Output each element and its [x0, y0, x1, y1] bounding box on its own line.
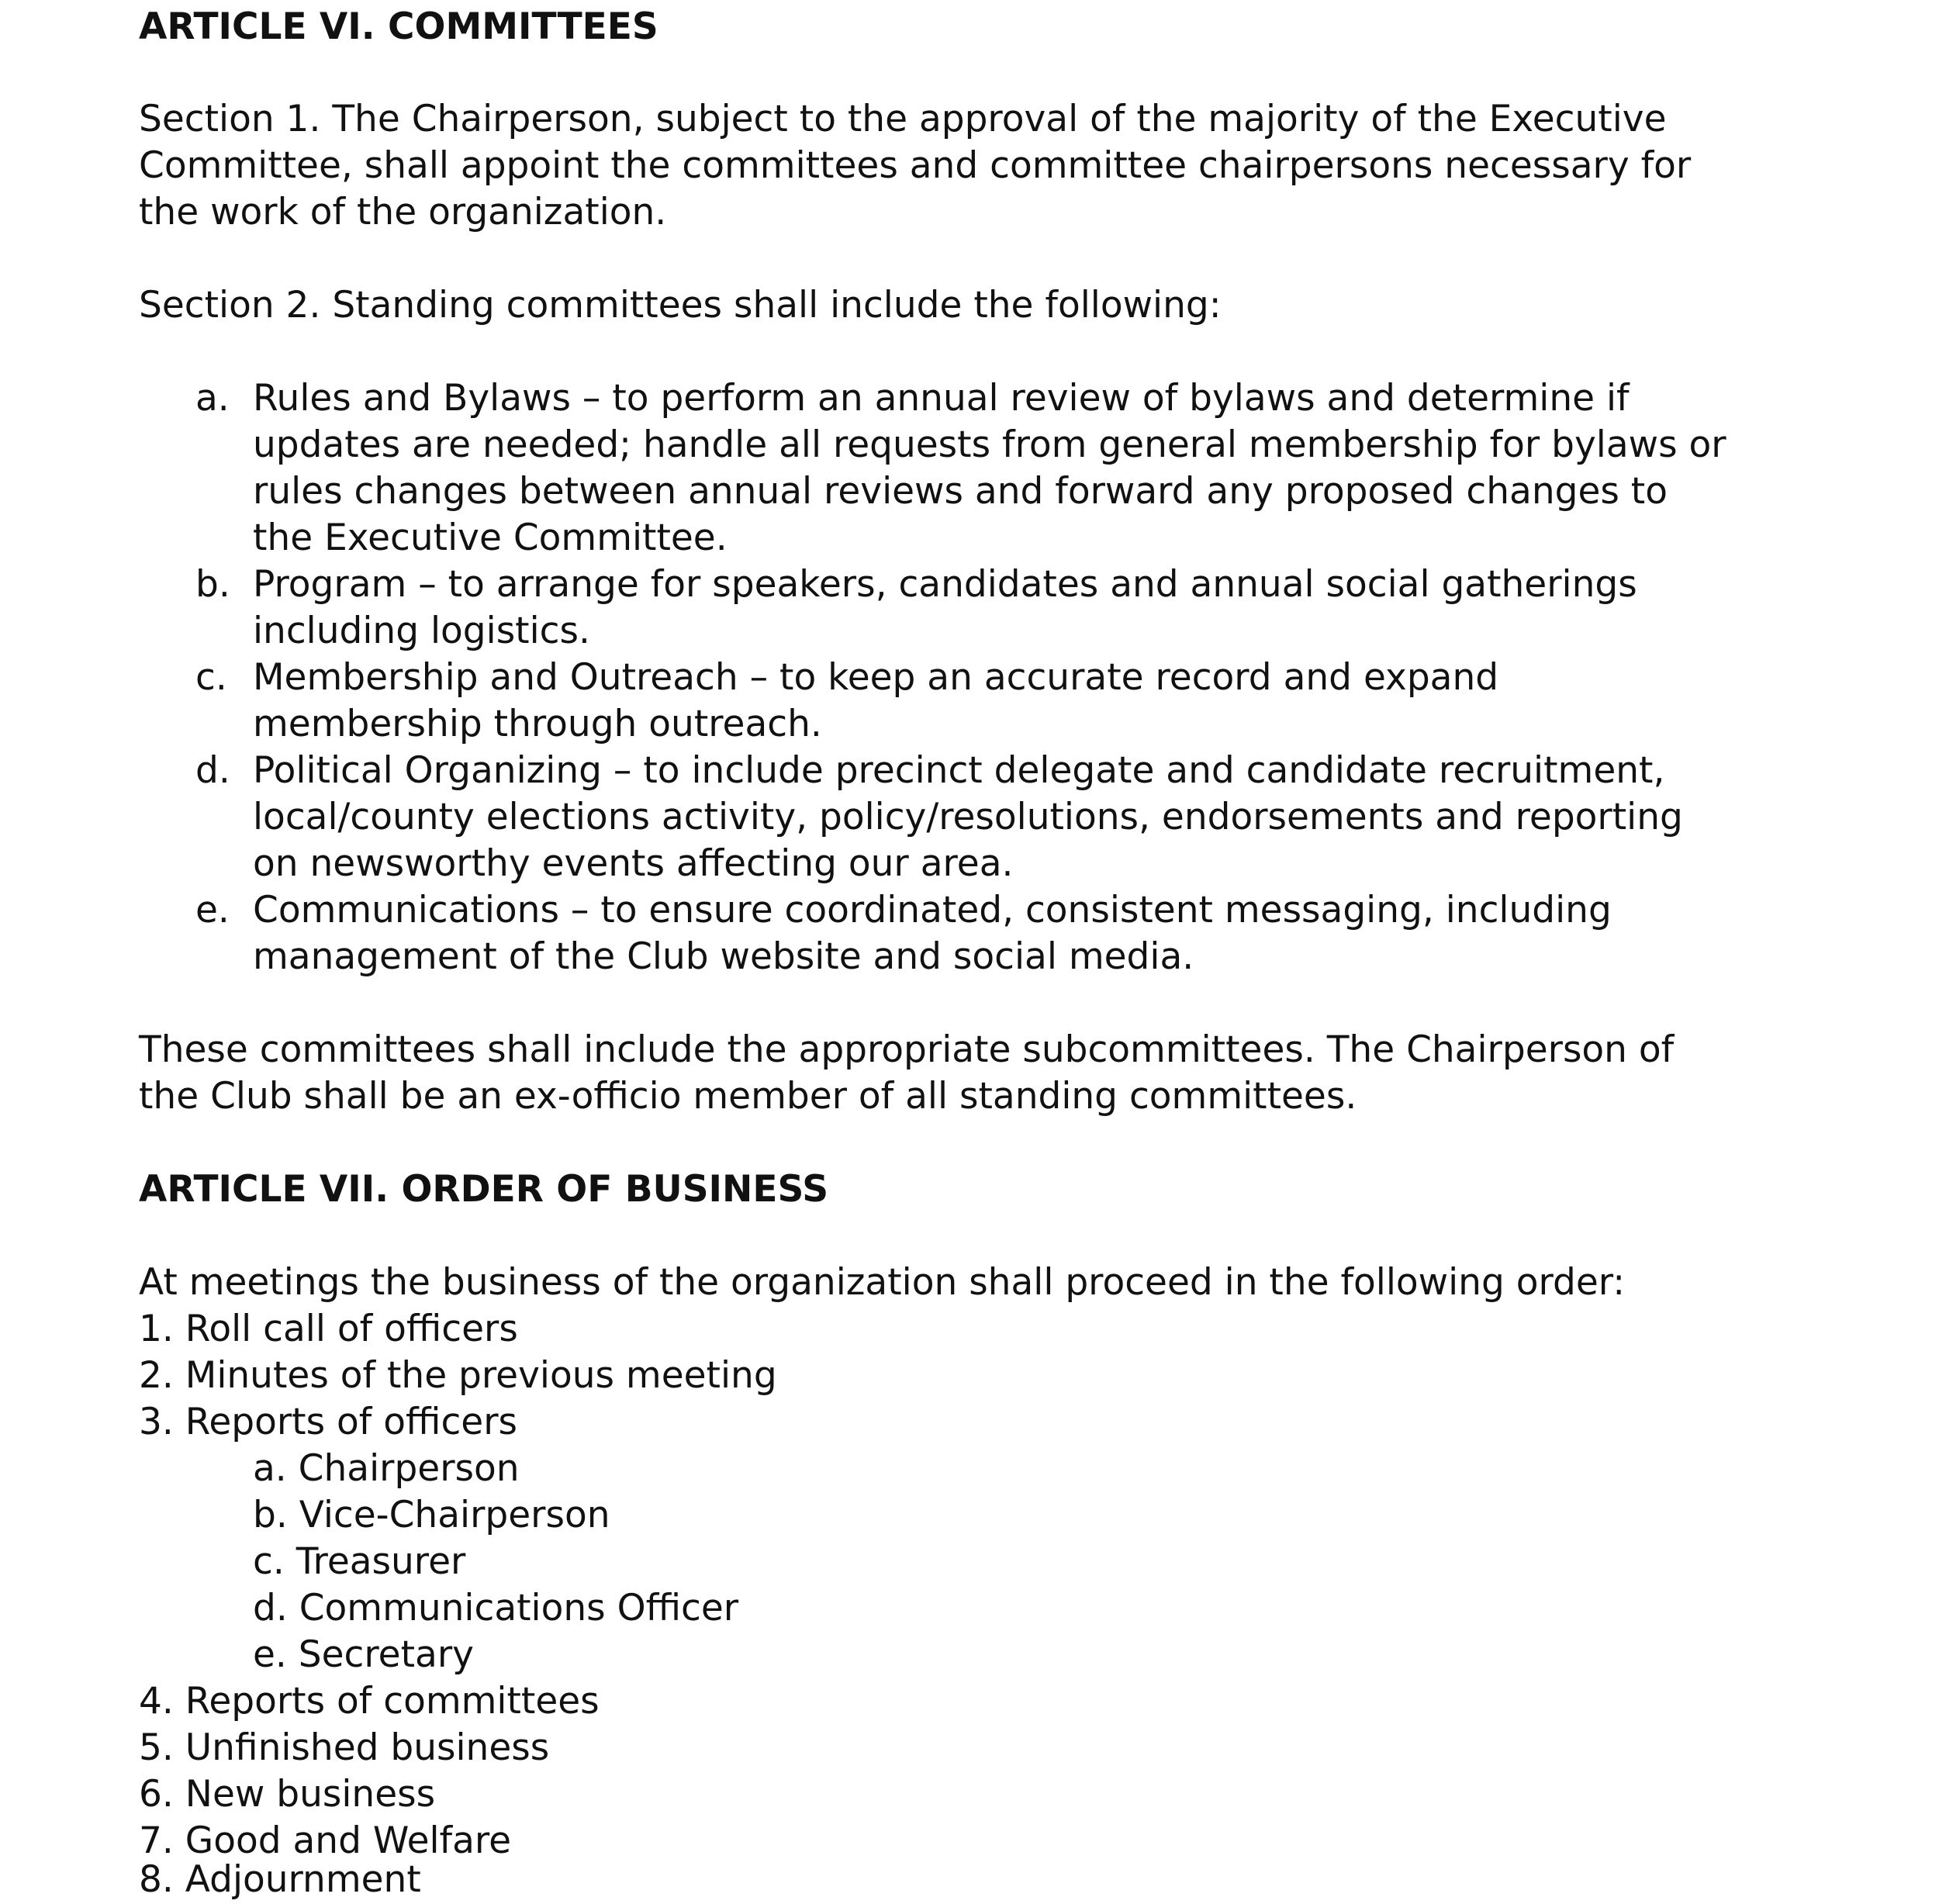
committee-text-line: Membership and Outreach – to keep an accurate record and expand [253, 656, 1499, 699]
section-1-line: Section 1. The Chairperson, subject to the approval of the majority of the Executive [139, 98, 1667, 140]
officer-report-item: e. Secretary [253, 1633, 474, 1676]
committee-letter: e. [195, 889, 230, 931]
closing-paragraph-line: the Club shall be an ex-officio member of all standing committees. [139, 1075, 1357, 1118]
committee-text-line: including logistics. [253, 610, 590, 652]
officer-report-item: c. Treasurer [253, 1540, 466, 1583]
officer-report-item: a. Chairperson [253, 1447, 520, 1490]
committee-letter: b. [195, 563, 230, 606]
order-item: 8. Adjournment [139, 1858, 421, 1901]
committee-text-line: the Executive Committee. [253, 517, 728, 559]
committee-text-line: management of the Club website and social media. [253, 935, 1194, 978]
officer-report-item: d. Communications Officer [253, 1587, 739, 1629]
order-item: 6. New business [139, 1773, 436, 1816]
committee-letter: c. [195, 656, 227, 699]
article-6-heading: ARTICLE VI. COMMITTEES [139, 5, 658, 48]
committee-text-line: Rules and Bylaws – to perform an annual review of bylaws and determine if [253, 377, 1630, 420]
order-item: 5. Unfinished business [139, 1726, 550, 1769]
order-intro: At meetings the business of the organization shall proceed in the following order: [139, 1261, 1626, 1304]
committee-text-line: local/county elections activity, policy/resolutions, endorsements and reporting [253, 796, 1683, 838]
section-1-line: the work of the organization. [139, 191, 667, 233]
officer-report-item: b. Vice-Chairperson [253, 1494, 610, 1536]
closing-paragraph-line: These committees shall include the appropriate subcommittees. The Chairperson of [139, 1028, 1675, 1071]
committee-letter: d. [195, 749, 230, 792]
order-item: 2. Minutes of the previous meeting [139, 1354, 777, 1397]
article-7-heading: ARTICLE VII. ORDER OF BUSINESS [139, 1168, 829, 1211]
committee-text-line: membership through outreach. [253, 703, 822, 745]
committee-text-line: Program – to arrange for speakers, candidates and annual social gatherings [253, 563, 1637, 606]
committee-text-line: on newsworthy events affecting our area. [253, 842, 1014, 885]
section-2-intro: Section 2. Standing committees shall include the following: [139, 284, 1222, 327]
committee-text-line: rules changes between annual reviews and forward any proposed changes to [253, 470, 1668, 513]
committee-text-line: Communications – to ensure coordinated, consistent messaging, including [253, 889, 1612, 931]
order-item: 4. Reports of committees [139, 1680, 600, 1723]
order-item: 7. Good and Welfare [139, 1819, 512, 1862]
committee-letter: a. [195, 377, 230, 420]
committee-text-line: updates are needed; handle all requests from general membership for bylaws or [253, 423, 1726, 466]
order-item: 1. Roll call of officers [139, 1308, 518, 1350]
order-item: 3. Reports of officers [139, 1401, 518, 1443]
section-1-line: Committee, shall appoint the committees and committee chairpersons necessary for [139, 144, 1692, 187]
committee-text-line: Political Organizing – to include precinct delegate and candidate recruitment, [253, 749, 1665, 792]
